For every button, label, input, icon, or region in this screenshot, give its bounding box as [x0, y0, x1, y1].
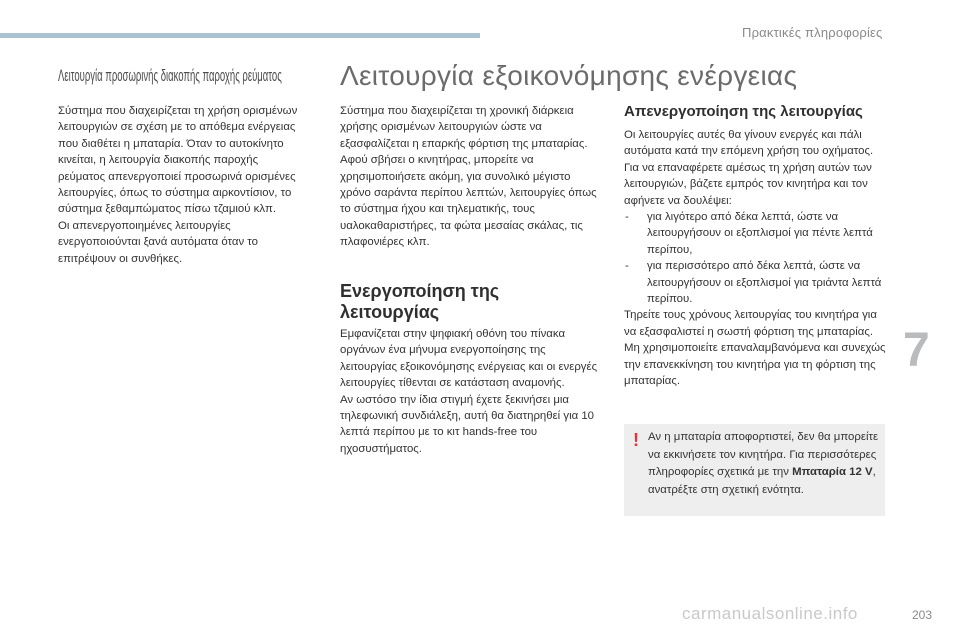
deactivation-heading: Απενεργοποίηση της λειτουργίας: [624, 103, 863, 120]
list-item: - για λιγότερο από δέκα λεπτά, ώστε να λειτουργήσουν οι εξοπλισμοί για πέντε λεπτά περίπου,: [624, 209, 892, 258]
column1-paragraph-2: Οι απενεργοποιημένες λειτουργίες ενεργοποιούνται ξανά αυτόματα όταν το επιτρέψουν οι συνθήκες.: [58, 219, 258, 265]
chapter-number: 7: [903, 324, 930, 377]
note-bold-term: Μπαταρία 12 V: [792, 466, 873, 478]
column2-paragraph-2: Αφού σβήσει ο κινητήρας, μπορείτε να χρησιμοποιήσετε ακόμη, για συνολικό μέγιστο χρόνο σαράντα περίπου λεπτών, λειτουργίες όπως το σύστημα ήχου και τηλεματικής, τους υαλοκαθαριστήρες, τα φώτα μεσαίας σκάλας, τις πλαφονιέρες κλπ.: [340, 154, 597, 249]
duration-list: [624, 209, 892, 307]
column2-paragraph-4: Αν ωστόσο την ίδια στιγμή έχετε ξεκινήσει μια τηλεφωνική συνδιάλεξη, αυτή θα διατηρηθεί για 10 λεπτά περίπου με το κιτ hands-free του ηχοσυστήματος.: [340, 393, 595, 455]
warning-note: [624, 424, 885, 516]
column3-body: [624, 127, 892, 390]
section-title: Πρακτικές πληροφορίες: [742, 25, 883, 40]
column3-paragraph-4: Μη χρησιμοποιείτε επαναλαμβανόμενα και συνεχώς την επανεκκίνηση του κινητήρα για τη φόρτιση της μπαταρίας.: [624, 342, 886, 388]
watermark: carmanualsonline.info: [682, 604, 858, 623]
warning-note-text: [648, 429, 880, 499]
column1-body: [58, 103, 308, 267]
column2-body: [340, 103, 602, 251]
page-number: 203: [912, 608, 933, 622]
column1-title: Λειτουργία προσωρινής διακοπής παροχής ρεύματος: [58, 66, 282, 85]
column3-paragraph-2: Για να επαναφέρετε αμέσως τη χρήση αυτών των λειτουργιών, βάζετε εμπρός τον κινητήρα και τον αφήνετε να δουλέψει:: [624, 161, 872, 207]
column2-paragraph-3: Εμφανίζεται στην ψηφιακή οθόνη του πίνακα οργάνων ένα μήνυμα ενεργοποίησης της λειτουργίας εξοικονόμησης ενέργειας και οι ενεργές λειτουργίες τίθενται σε κατάσταση αναμονής.: [340, 328, 598, 390]
note-text-part: , ανατρέξτε στη σχετική ενότητα.: [648, 466, 876, 496]
column1-paragraph: Σύστημα που διαχειρίζεται τη χρήση ορισμένων λειτουργιών σε σχέση με το απόθεμα ενέργειας που διαθέτει η μπαταρία. Όταν το αυτοκίνητο κινείται, η λειτουργία διακοπής παροχής ρεύματος απενεργοποιεί προσωρινά ορισμένες λειτουργίες, όπως το σύστημα αιρκοντίσιον, το σύστημα ξεθαμπώματος πίσω τζαμιού κλπ.: [58, 105, 298, 216]
column3-paragraph-3: Τηρείτε τους χρόνους λειτουργίας του κινητήρα για να εξασφαλιστεί η σωστή φόρτιση της μπαταρίας.: [624, 309, 877, 338]
column3-paragraph-1: Οι λειτουργίες αυτές θα γίνουν ενεργές και πάλι αυτόματα κατά την επόμενη χρήση του οχήματος.: [624, 129, 874, 158]
list-item: - για περισσότερο από δέκα λεπτά, ώστε να λειτουργήσουν οι εξοπλισμοί για τριάντα λεπτά περίπου.: [624, 258, 892, 307]
note-text-part: Αν η μπαταρία αποφορτιστεί, δεν θα μπορείτε να εκκινήσετε τον κινητήρα. Για περισσότερες πληροφορίες σχετικά με την: [648, 431, 879, 478]
column2-paragraph-1: Σύστημα που διαχειρίζεται τη χρονική διάρκεια χρήσης ορισμένων λειτουργιών ώστε να εξασφαλίζεται η επαρκής φόρτιση της μπαταρίας.: [340, 105, 588, 150]
warning-exclamation-icon: !: [633, 430, 639, 450]
column2-body-2: [340, 326, 602, 457]
main-title: Λειτουργία εξοικονόμησης ενέργειας: [340, 60, 798, 91]
header-accent-bar: [0, 33, 480, 38]
activation-heading: Ενεργοποίηση της λειτουργίας: [340, 281, 500, 322]
